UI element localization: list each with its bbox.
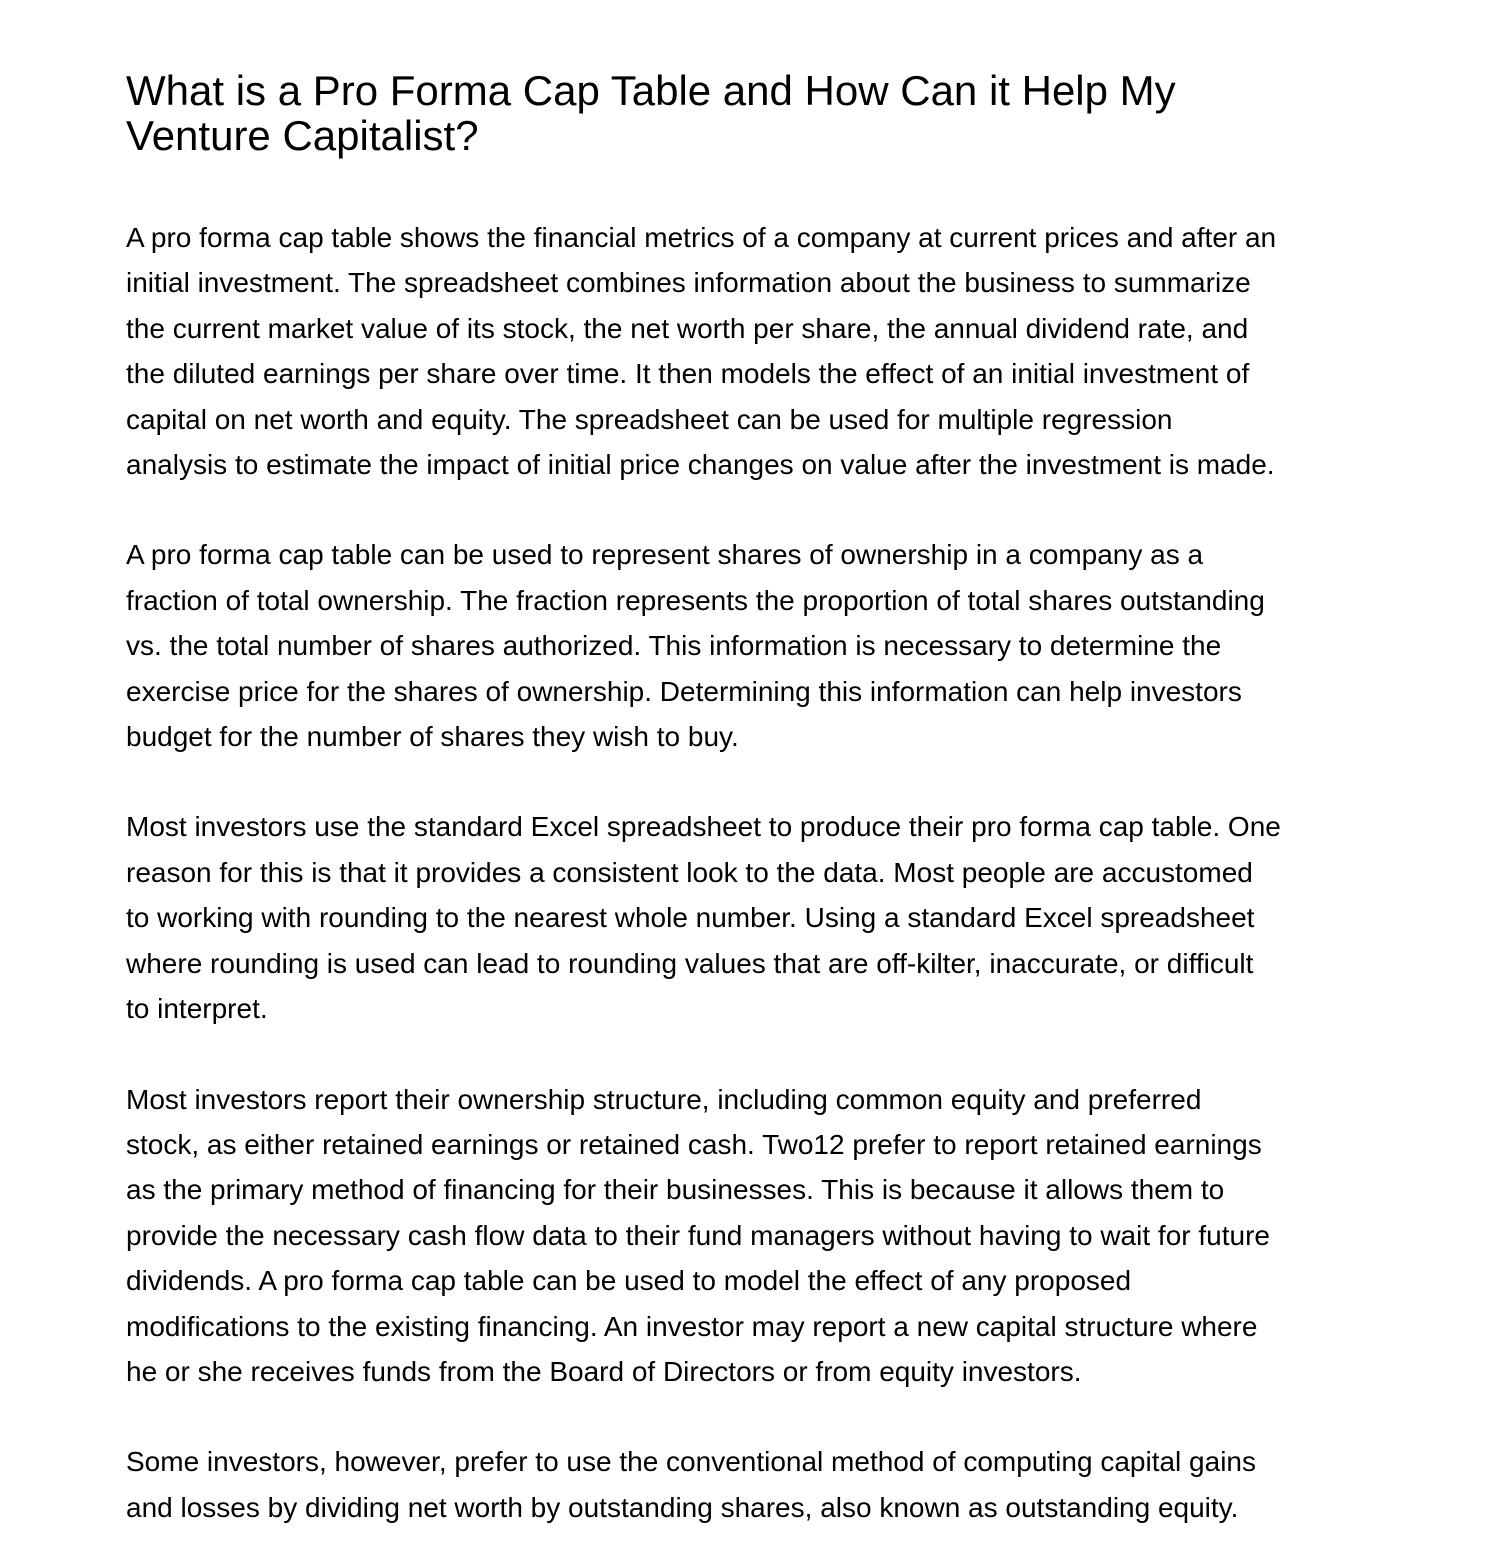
paragraph [126,215,1386,487]
page-title [126,68,1386,158]
text-line: initial investment. The spreadsheet combines information about the business to summarize [126,267,1251,299]
text-line: to interpret. [126,993,268,1025]
text-line: reason for this is that it provides a consistent look to the data. Most people are accustomed [126,856,1253,888]
text-line: capital on net worth and equity. The spreadsheet can be used for multiple regression [126,403,1173,435]
text-line: A pro forma cap table shows the financial metrics of a company at current prices and after an [126,222,1277,253]
paragraph [126,804,1386,1031]
text-line: to working with rounding to the nearest whole number. Using a standard Excel spreadsheet [126,902,1255,934]
text-line: vs. the total number of shares authorized. This information is necessary to determine the [126,630,1222,662]
text-line: as the primary method of financing for their businesses. This is because it allows them to [126,1174,1225,1206]
text-line: fraction of total ownership. The fraction represents the proportion of total shares outstanding [126,584,1265,616]
text-line: provide the necessary cash flow data to their fund managers without having to wait for future [126,1219,1270,1251]
text-line: budget for the number of shares they wish to buy. [126,721,739,753]
text-line: A pro forma cap table can be used to represent shares of ownership in a company as a [126,539,1204,571]
text-line: the current market value of its stock, the net worth per share, the annual dividend rate, and [126,312,1249,344]
text-line: stock, as either retained earnings or retained cash. Two12 prefer to report retained earnings [126,1128,1262,1160]
text-line: modifications to the existing financing. An investor may report a new capital structure where [126,1310,1258,1342]
text-line: where rounding is used can lead to rounding values that are off-kilter, inaccurate, or difficult [126,947,1254,979]
text-line: Most investors report their ownership structure, including common equity and preferred [126,1083,1202,1115]
title-line: Venture Capitalist? [126,112,479,159]
title-line: What is a Pro Forma Cap Table and How Can it Help My [126,67,1176,114]
text-line: dividends. A pro forma cap table can be used to model the effect of any proposed [126,1265,1132,1297]
paragraph [126,1077,1386,1395]
text-line: Some investors, however, prefer to use the conventional method of computing capital gains [126,1446,1256,1478]
text-line: exercise price for the shares of ownership. Determining this information can help investors [126,675,1242,707]
text-line-cut-off: and losses by dividing net worth by outstanding shares, also known as outstanding equity. [126,1491,1239,1523]
paragraph [126,532,1386,759]
text-line: the diluted earnings per share over time. It then models the effect of an initial investment of [126,358,1250,390]
paragraph [126,1439,1386,1523]
document-body [126,215,1386,1523]
text-line: Most investors use the standard Excel spreadsheet to produce their pro forma cap table. One [126,811,1281,843]
text-line: analysis to estimate the impact of initial price changes on value after the investment is made. [126,449,1275,481]
document-page [126,68,1386,1560]
text-line: he or she receives funds from the Board of Directors or from equity investors. [126,1355,1082,1387]
